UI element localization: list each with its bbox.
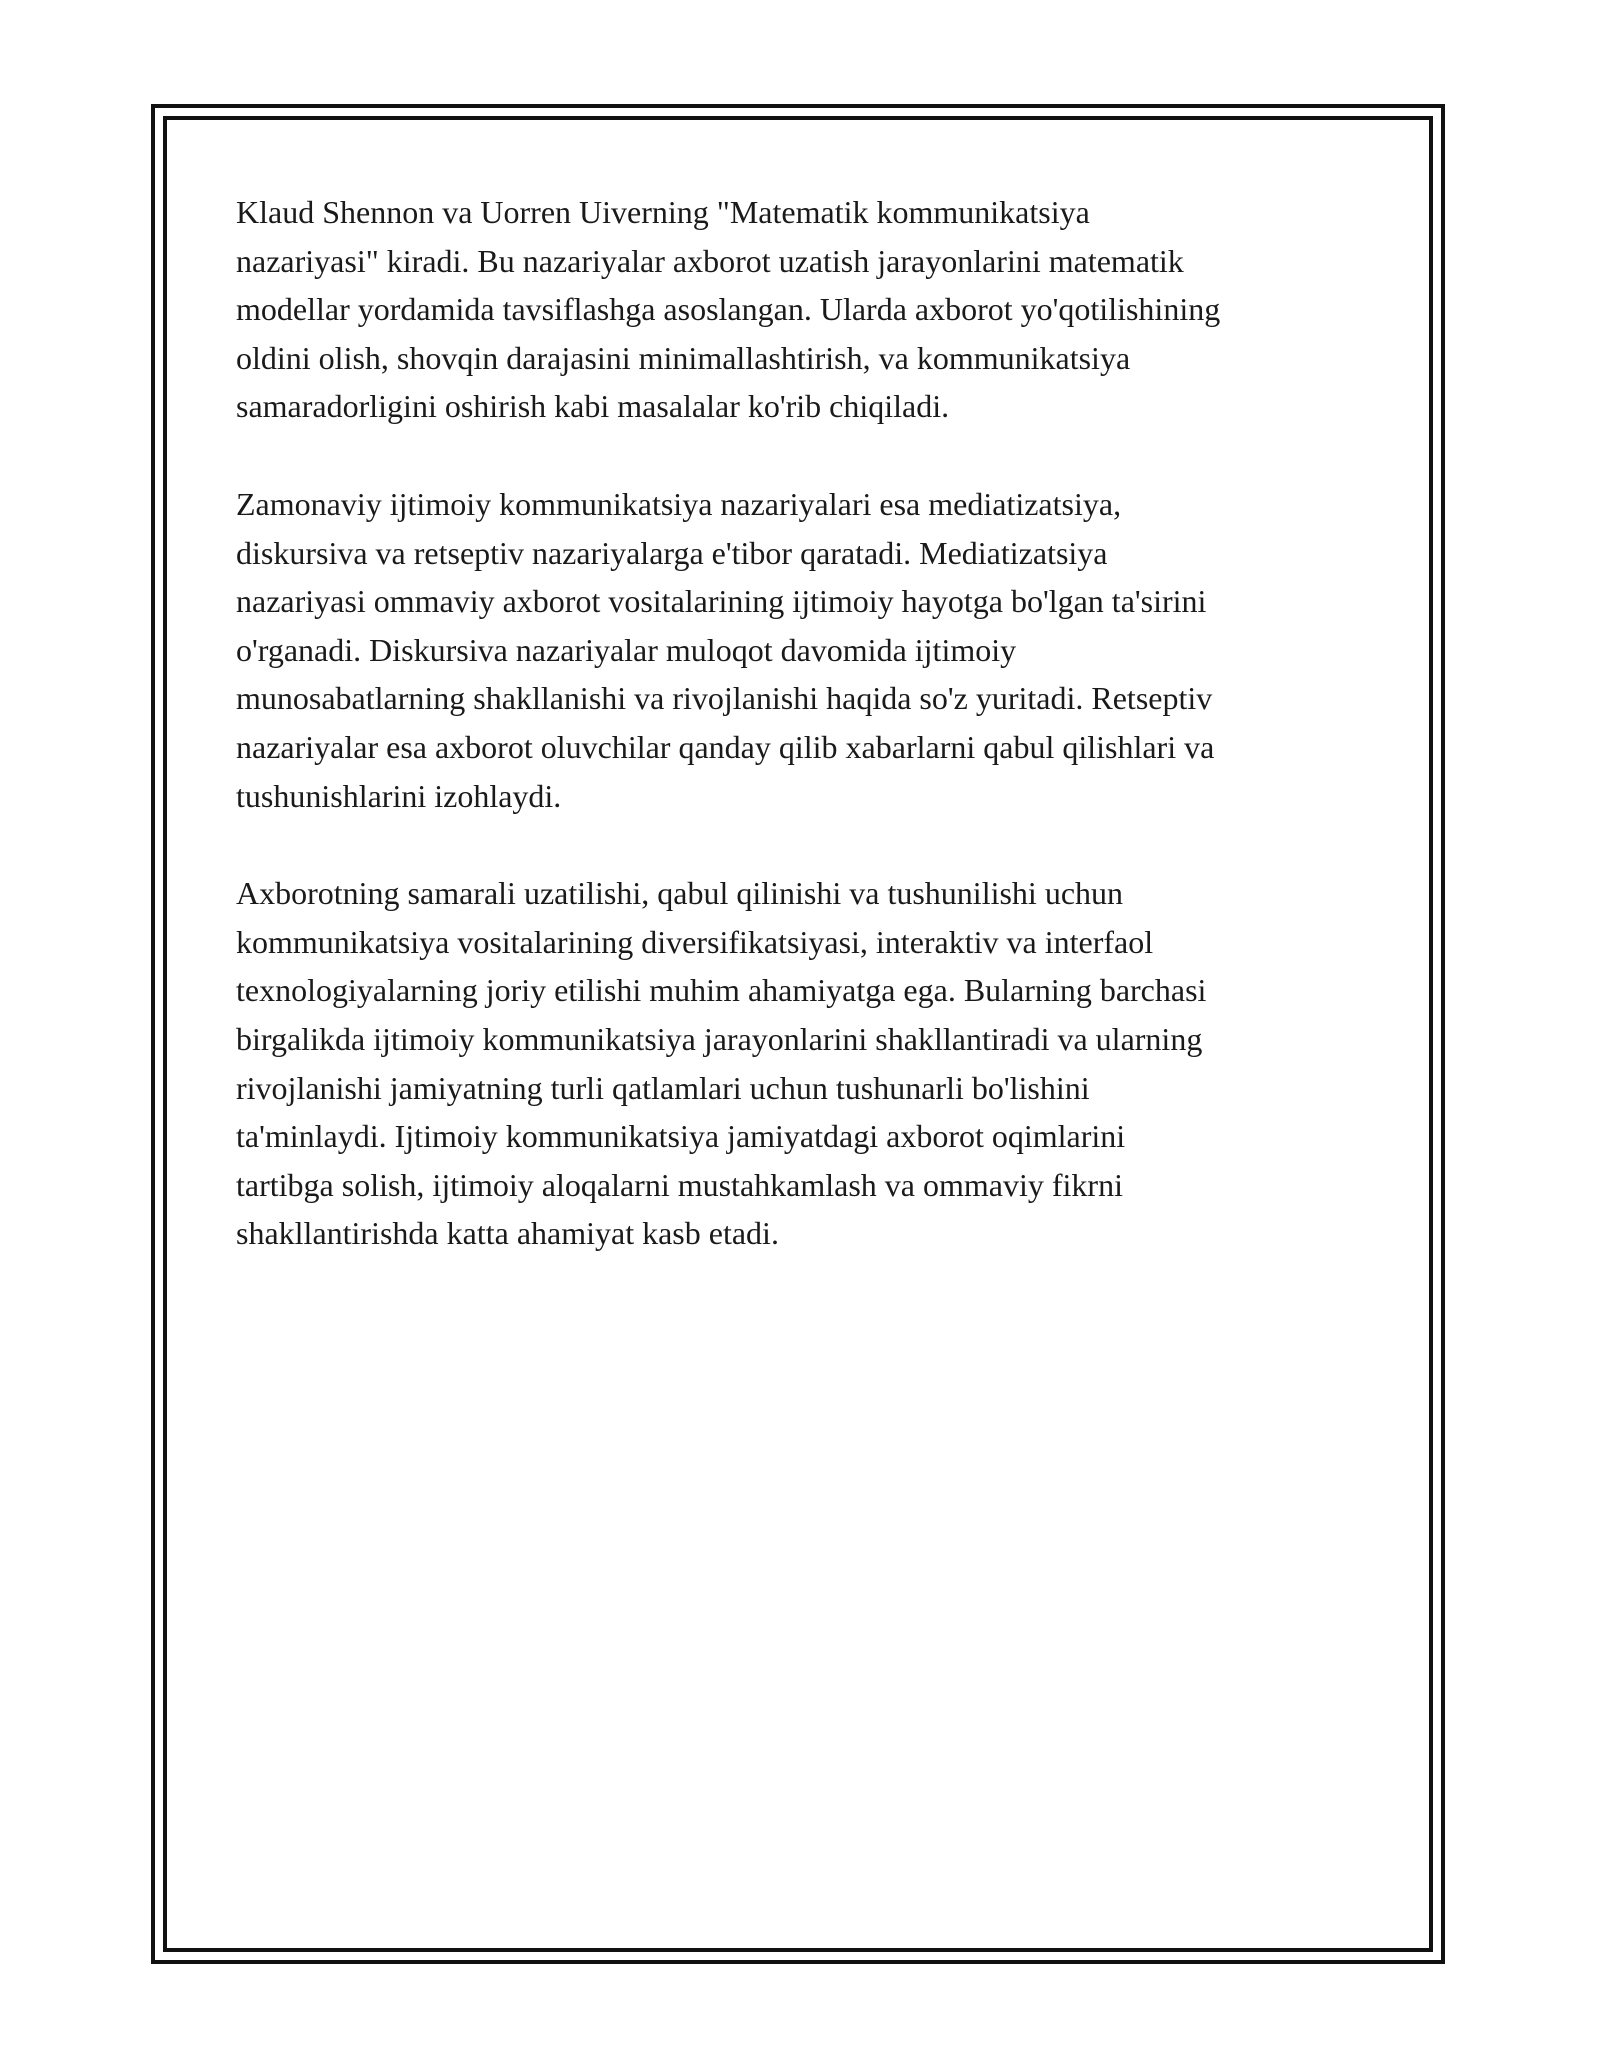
paragraph-effective-transmission: Axborotning samarali uzatilishi, qabul qilinishi va tushunilishi uchun kommunikatsiya vositalarining diversifikatsiyasi, interaktiv va interfaol texnologiyalarning joriy etilishi muhim ahamiyatga ega. Bularning barchasi birgalikda ijtimoiy kommunikatsiya jarayonlarini shakllantiradi va ularning rivojlanishi jamiyatning turli qatlamlari uchun tushunarli bo'lishini ta'minlaydi. Ijtimoiy kommunikatsiya jamiyatdagi axborot oqimlarini tartibga solish, ijtimoiy aloqalarni mustahkamlash va ommaviy fikrni shakllantirishda katta ahamiyat kasb etadi.: [236, 875, 1207, 1252]
document-body: [236, 188, 1376, 1307]
paragraph-modern-theories: Zamonaviy ijtimoiy kommunikatsiya nazariyalari esa mediatizatsiya, diskursiva va retseptiv nazariyalarga e'tibor qaratadi. Mediatizatsiya nazariyasi ommaviy axborot vositalarining ijtimoiy hayotga bo'lgan ta'sirini o'rganadi. Diskursiva nazariyalar muloqot davomida ijtimoiy munosabatlarning shakllanishi va rivojlanishi haqida so'z yuritadi. Retseptiv nazariyalar esa axborot oluvchilar qanday qilib xabarlarni qabul qilishlari va tushunishlarini izohlaydi.: [236, 485, 1215, 814]
paragraph-shannon-weaver: Klaud Shennon va Uorren Uiverning "Matematik kommunikatsiya nazariyasi" kiradi. Bu nazariyalar axborot uzatish jarayonlarini matematik modellar yordamida tavsiflashga asoslangan. Ularda axborot yo'qotilishining oldini olish, shovqin darajasini minimallashtirish, va kommunikatsiya samaradorligini oshirish kabi masalalar ko'rib chiqiladi.: [236, 194, 1221, 425]
